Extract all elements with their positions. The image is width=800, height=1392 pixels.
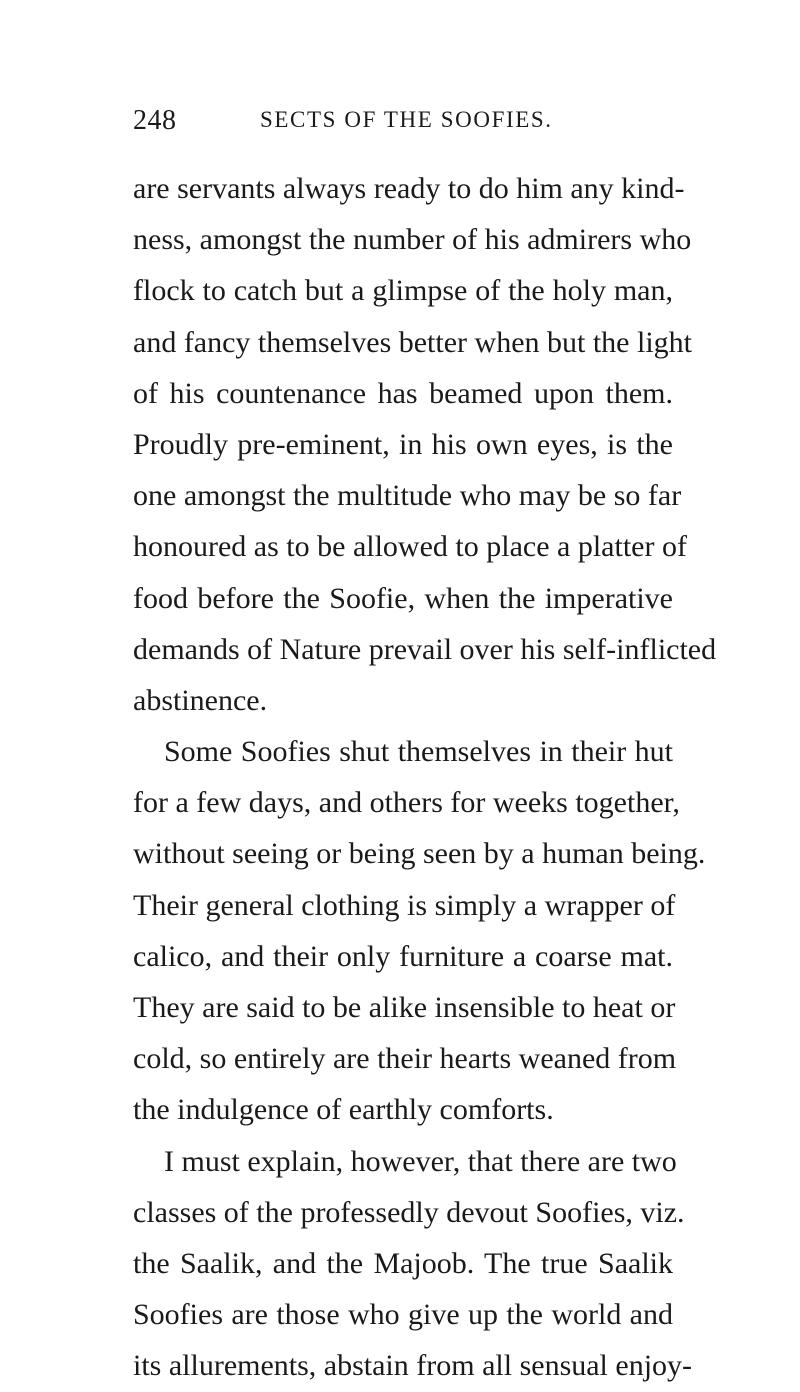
running-head	[133, 105, 673, 145]
text-line-paragraph-start: Some Soofies shut themselves in their hut	[164, 735, 673, 769]
text-line: ness, amongst the number of his admirers who	[133, 223, 692, 257]
text-line: Their general clothing is simply a wrapper of	[133, 888, 676, 922]
text-line: classes of the professedly devout Soofies, viz.	[133, 1195, 685, 1229]
text-line: flock to catch but a glimpse of the holy man,	[133, 274, 673, 308]
text-line: cold, so entirely are their hearts weaned from	[133, 1042, 677, 1076]
text-line: food before the Soofie, when the imperative	[133, 581, 673, 615]
body-text	[133, 163, 717, 1392]
text-line: and fancy themselves better when but the light	[133, 325, 692, 359]
text-line: are servants always ready to do him any kind-	[133, 172, 685, 205]
text-line: its allurements, abstain from all sensual enjoy-	[133, 1349, 693, 1383]
text-line-paragraph-start: I must explain, however, that there are two	[164, 1144, 677, 1178]
text-line: for a few days, and others for weeks together,	[133, 786, 680, 820]
text-line: one amongst the multitude who may be so far	[133, 479, 682, 513]
text-line-paragraph-end: abstinence.	[133, 683, 268, 717]
text-line: without seeing or being seen by a human being.	[133, 837, 706, 871]
page-number: 248	[133, 105, 177, 136]
text-line: Soofies are those who give up the world and	[133, 1298, 673, 1332]
text-line: calico, and their only furniture a coarse mat.	[133, 939, 673, 973]
running-title: SECTS OF THE SOOFIES.	[260, 107, 553, 132]
text-line: They are said to be alike insensible to heat or	[133, 991, 676, 1024]
text-line-paragraph-end: the indulgence of earthly comforts.	[133, 1093, 554, 1127]
text-line: honoured as to be allowed to place a platter of	[133, 530, 687, 564]
text-line: the Saalik, and the Majoob. The true Saalik	[133, 1246, 673, 1280]
text-line: Proudly pre-eminent, in his own eyes, is the	[133, 427, 673, 461]
text-line: of his countenance has beamed upon them.	[133, 376, 673, 410]
text-line: demands of Nature prevail over his self-inflicted	[133, 632, 717, 666]
